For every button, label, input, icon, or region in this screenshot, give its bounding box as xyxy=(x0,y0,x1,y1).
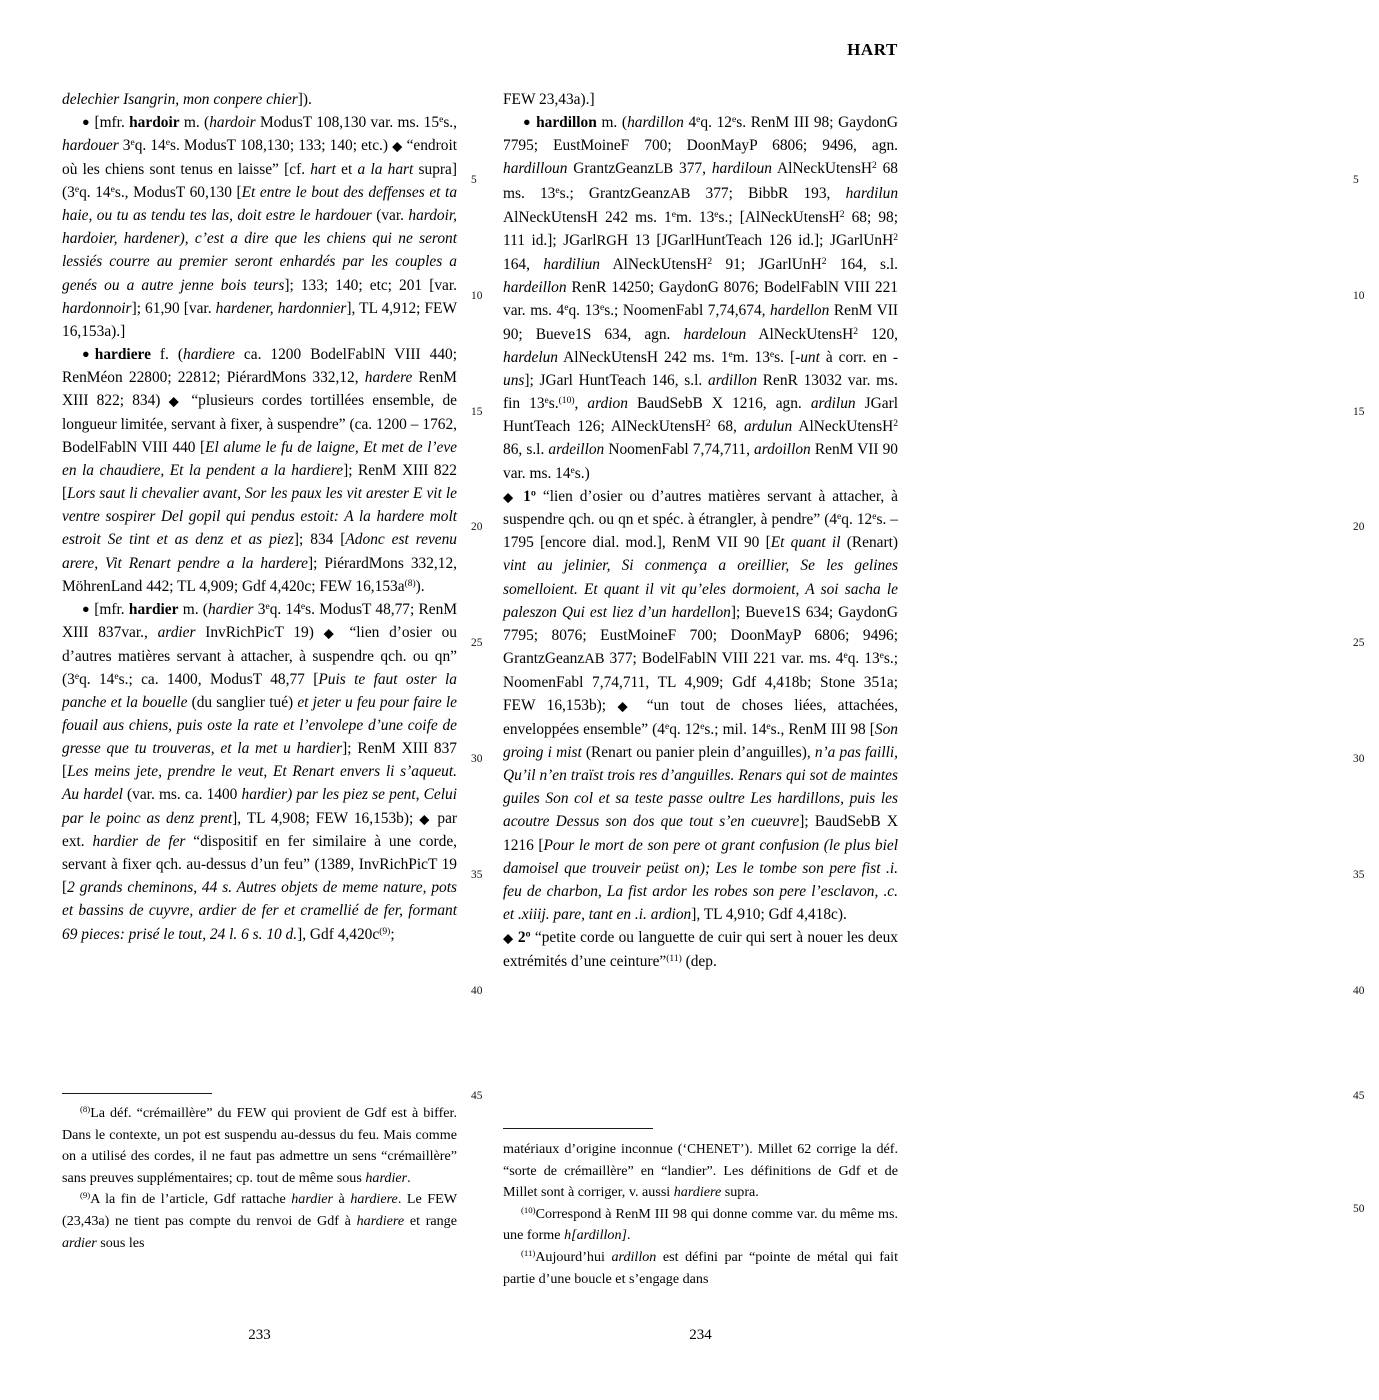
line-number: 50 xyxy=(1353,1203,1365,1215)
lozenge-icon: ◆ xyxy=(419,810,432,826)
right-column-text xyxy=(503,88,898,973)
right-column-footnotes xyxy=(503,1128,898,1290)
line-number: 30 xyxy=(471,753,483,765)
line-number: 40 xyxy=(1353,985,1365,997)
left-column-footnotes xyxy=(62,1093,457,1254)
footnote-marker-10: (10) xyxy=(521,1204,536,1215)
right-column xyxy=(503,88,1365,1303)
sense-1: ◆ 1º “lien d’osier ou d’autres matières servant à attacher, à suspendre qch. ou qn et spéc. à étrangler, à pendre” (4eq. 12es. – 1795 [encore dial. mod.], RenM VII 90 [Et quant il (Renart) vint au jelinier, Si conmença a oreillier, Se les gelines somelloient. Et quant il vit qu’eles dormoient, A soi sacha le paleszon Qui est liez d’un hardellon]; Bueve1S 634; GaydonG 7795; 8076; EustMoineF 700; DoonMayP 6806; 9496; GrantzGeanzAB 377; BodelFablN VIII 221 var. ms. 4eq. 13es.; NoomenFabl 7,74,711, TL 4,909; Gdf 4,418b; Stone 351a; FEW 16,153b); ◆ “un tout de choses liées, attachées, enveloppées ensemble” (4eq. 12es.; mil. 14es., RenM III 98 [Son groing i mist (Renart ou panier plein d’anguilles), n’a pas failli, Qu’il n’en traïst trois res d’anguilles. Renars qui sot de maintes guiles Son col et sa teste passe oultre Les hardillons, puis les acoutre Dessus son dos que tout s’en cueuvre]; BaudSebB X 1216 [Pour le mort de son pere ot grant confusion (le plus biel damoisel que trouveir peüst on); Les le tombe son pere fist .i. feu de charbon, La fist ardor les robes son pere l’esclavon, .c. et .xiiij. pare, tant en .i. ardion], TL 4,910; Gdf 4,418c). xyxy=(503,487,899,923)
entry-hardier: ● [mfr. hardier m. (hardier 3eq. 14es. ModusT 48,77; RenM XIII 837var., ardier InvRichPicT 19) ◆ “lien d’osier ou d’autres matières servant à attacher, à suspendre qch. ou qn” (3eq. 14es.; ca. 1400, ModusT 48,77 [Puis te faut oster la panche et la bouelle (du sanglier tué) et jeter u feu pour faire le fouail aus chiens, puis oste la rate et l’envolepe d’une coife de gresse que tu trouveras, et la met u hardier]; RenM XIII 837 [Les meins jete, prendre le veut, Et Renart envers li s’aqueut. Au hardel (var. ms. ca. 1400 hardier) par les piez se pent, Celui par le poinc as denz prent], TL 4,908; FEW 16,153b); ◆ par ext. hardier de fer “dispositif en fer similaire à une corde, servant à fixer qch. au-dessus d’un feu” (1389, InvRichPicT 19 [2 grands cheminons, 44 s. Autres objets de meme nature, pots et bassins de cuyvre, ardier de fer et cramellié de fer, formant 69 pieces: prisé le tout, 24 l. 6 s. 10 d.], Gdf 4,420c$^{(9)}$; xyxy=(62,600,458,943)
lozenge-icon: ◆ xyxy=(323,625,340,641)
paragraph-delechier: delechier Isangrin, mon conpere chier]). xyxy=(62,91,312,108)
footnote-11: $^{(11)}$Aujourd’hui ardillon est défini par “pointe de métal qui fait partie d’une boucle et s’engage dans xyxy=(503,1248,899,1287)
bullet-icon: ● xyxy=(82,601,91,616)
left-column xyxy=(62,88,483,1303)
line-number: 20 xyxy=(471,521,483,533)
line-number: 20 xyxy=(1353,521,1365,533)
entry-hardiere: ●hardiere f. (hardiere ca. 1200 BodelFablN VIII 440; RenMéon 22800; 22812; PiérardMons 332,12, hardere RenM XIII 822; 834) ◆ “plusieurs cordes tortillées ensemble, de longueur limitée, servant à fixer, à suspendre” (ca. 1200 – 1762, BodelFablN VIII 440 [El alume le fu de laigne, Et met de l’eve en la chaudiere, Et la pendent a la hardiere]; RenM XIII 822 [Lors saut li chevalier avant, Sor les paux les vit arester E vit le ventre sospirer Del gopil qui pendus estoit: A la hardere molt estroit Se tint et as denz et as piez]; 834 [Adonc est revenu arere, Vit Renart pendre a la hardere]; PiérardMons 332,12, MöhrenLand 442; TL 4,909; Gdf 4,420c; FEW 16,153a$^{(8)}$). xyxy=(62,345,458,595)
lozenge-icon: ◆ xyxy=(392,138,403,154)
footnote-ref-10: (10) xyxy=(558,394,575,406)
line-number: 25 xyxy=(471,637,483,649)
lozenge-icon: ◆ xyxy=(503,930,514,946)
line-number: 45 xyxy=(1353,1090,1365,1102)
bullet-icon: ● xyxy=(523,115,532,130)
two-column-body xyxy=(62,88,1365,1303)
footnote-ref-11: (11) xyxy=(666,952,682,964)
footnote-10: $^{(10)}$Correspond à RenM III 98 qui donne comme var. du même ms. une forme h[ardillon]. xyxy=(503,1204,898,1244)
left-column-text xyxy=(62,88,457,946)
line-number: 35 xyxy=(471,869,483,881)
footnote-8: $^{(8)}$La déf. “crémaillère” du FEW qui provient de Gdf est à biffer. Dans le contexte, un pot est suspendu au-dessus du feu. Mais comme on a utilisé des cordes, il ne faut pas admettre un sens “crémaillère” sans preuves supplémentaires; cp. tout de même sous hardier. xyxy=(62,1104,457,1186)
line-number: 40 xyxy=(471,985,483,997)
running-head: HART xyxy=(847,40,898,59)
entry-hardillon: ● hardillon m. (hardillon 4eq. 12es. RenM III 98; GaydonG 7795; EustMoineF 700; DoonMayP 6806; 9496, agn. hardilloun GrantzGeanzLB 377, hardiloun AlNeckUtensH$^2$ 68 ms. 13es.; GrantzGeanzAB 377; BibbR 193, hardilun AlNeckUtensH 242 ms. 1em. 13es.; [AlNeckUtensH$^2$ 68; 98; 111 id.]; JGarlRGH 13 [JGarlHuntTeach 126 id.]; JGarlUnH$^2$ 164, hardiliun AlNeckUtensH$^2$ 91; JGarlUnH$^2$ 164, s.l. hardeillon RenR 14250; GaydonG 8076; BodelFablN VIII 221 var. ms. 4eq. 13es.; NoomenFabl 7,74,674, hardellon RenM VII 90; Bueve1S 634, agn. hardeloun AlNeckUtensH$^2$ 120, hardelun AlNeckUtensH 242 ms. 1em. 13es. [-unt à corr. en -uns]; JGarl HuntTeach 146, s.l. ardillon RenR 13032 var. ms. fin 13es.$^{(10)}$, ardion BaudSebB X 1216, agn. ardilun JGarl HuntTeach 126; AlNeckUtensH$^2$ 68, ardulun AlNeckUtensH$^2$ 86, s.l. ardeillon NoomenFabl 7,74,711, ardoillon RenM VII 90 var. ms. 14es.) xyxy=(503,114,899,482)
sense-2: ◆ 2º “petite corde ou languette de cuir qui sert à nouer les deux extrémités d’une ceinture”$^{(11)}$ (dep. xyxy=(503,929,898,970)
line-number: 30 xyxy=(1353,753,1365,765)
lozenge-icon: ◆ xyxy=(503,488,517,504)
footnote-continuation: matériaux d’origine inconnue (‘CHENET’). Millet 62 corrige la déf. “sorte de crémaillère” en “landier”. Les définitions de Gdf et de Millet sont à corriger, v. aussi hardiere supra. xyxy=(503,1141,898,1201)
line-number: 5 xyxy=(471,174,477,186)
footnote-9: $^{(9)}$A la fin de l’article, Gdf rattache hardier à hardiere. Le FEW (23,43a) ne tient pas compte du renvoi de Gdf à hardiere et range ardier sous les xyxy=(62,1190,457,1251)
folio-right: 234 xyxy=(689,1327,712,1343)
folio-left: 233 xyxy=(248,1327,271,1343)
bullet-icon: ● xyxy=(82,346,95,361)
line-number: 5 xyxy=(1353,174,1359,186)
paragraph-few-carryover: FEW 23,43a).] xyxy=(503,91,595,108)
footnote-marker-11: (11) xyxy=(521,1248,536,1259)
footnote-marker-9: (9) xyxy=(80,1190,91,1201)
entry-hardoir: ● [mfr. hardoir m. (hardoir ModusT 108,130 var. ms. 15es., hardouer 3eq. 14es. ModusT 108,130; 133; 140; etc.) ◆ “endroit où les chiens sont tenus en laisse” [cf. hart et a la hart supra] (3eq. 14es., ModusT 60,130 [Et entre le bout des deffenses et ta haie, ou tu as tendu tes las, doit estre le hardouer (var. hardoir, hardoier, hardener), c’est a dire que les chiens qui ne seront lessiés courre au premier seront enhardés par les couples a genés ou a autre jenne bois teurs]; 133; 140; etc; 201 [var. hardonnoir]; 61,90 [var. hardener, hardonnier], TL 4,912; FEW 16,153a).] xyxy=(62,114,458,340)
footnote-rule xyxy=(503,1128,653,1129)
bullet-icon: ● xyxy=(82,115,91,130)
footnote-marker-8: (8) xyxy=(80,1104,91,1115)
line-number: 15 xyxy=(471,406,483,418)
line-number: 15 xyxy=(1353,406,1365,418)
footnote-ref-8: (8) xyxy=(404,577,416,589)
line-number: 25 xyxy=(1353,637,1365,649)
line-number: 35 xyxy=(1353,869,1365,881)
line-number: 45 xyxy=(471,1090,483,1102)
footnote-ref-9: (9) xyxy=(379,925,391,937)
line-number: 10 xyxy=(1353,290,1365,302)
lozenge-icon: ◆ xyxy=(617,698,636,714)
line-number: 10 xyxy=(471,290,483,302)
lozenge-icon: ◆ xyxy=(168,393,184,409)
footnote-rule xyxy=(62,1093,212,1094)
